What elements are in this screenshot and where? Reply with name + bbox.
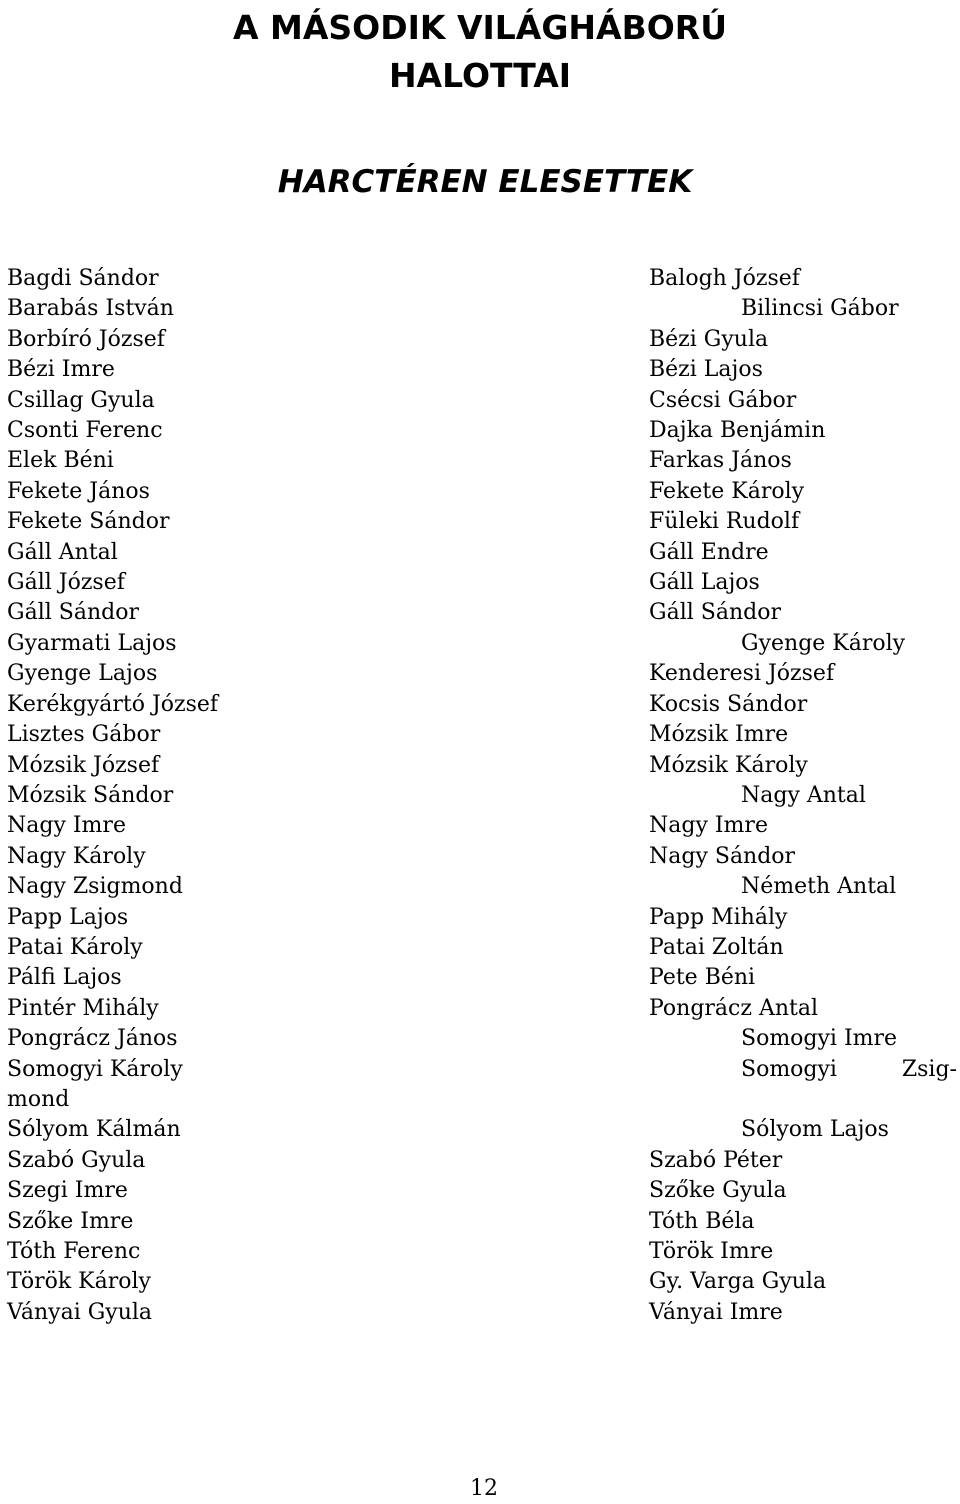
list-item: Fekete Sándor bbox=[7, 509, 170, 535]
page-number: 12 bbox=[470, 1476, 498, 1501]
list-item: Mózsik Sándor bbox=[7, 782, 174, 808]
list-item: Sólyom Lajos bbox=[741, 1117, 889, 1143]
list-item: Pongrácz Antal bbox=[649, 995, 818, 1021]
list-item: Kenderesi József bbox=[649, 661, 835, 687]
list-item: Szabó Gyula bbox=[7, 1147, 146, 1173]
list-item: Bagdi Sándor bbox=[7, 266, 159, 291]
list-item: Szőke Gyula bbox=[649, 1178, 787, 1204]
list-item: Patai Károly bbox=[7, 934, 143, 960]
list-item: Tóth Béla bbox=[649, 1208, 755, 1234]
list-item: Nagy Antal bbox=[741, 782, 866, 808]
list-item: Gyenge Lajos bbox=[7, 661, 158, 687]
list-item: Csonti Ferenc bbox=[7, 418, 163, 444]
section-subtitle: HARCTÉREN ELESETTEK bbox=[277, 164, 693, 200]
list-item: Bézi Imre bbox=[7, 357, 115, 383]
list-item: Papp Lajos bbox=[7, 904, 129, 930]
list-item: Bézi Lajos bbox=[649, 357, 763, 383]
list-item: Németh Antal bbox=[741, 874, 897, 900]
list-item: Bilincsi Gábor bbox=[741, 296, 899, 322]
list-item: Mózsik József bbox=[7, 752, 160, 778]
list-item: Csillag Gyula bbox=[7, 387, 155, 413]
list-item: Kocsis Sándor bbox=[649, 691, 808, 717]
list-item: Somogyi Imre bbox=[741, 1026, 898, 1052]
list-item: Gáll Sándor bbox=[7, 600, 139, 626]
list-item: Pete Béni bbox=[649, 965, 756, 991]
left-name-list bbox=[7, 264, 337, 1328]
list-item: Gáll Endre bbox=[649, 539, 769, 565]
list-item: Sólyom Kálmán bbox=[7, 1117, 181, 1143]
list-item: mond bbox=[7, 1086, 70, 1112]
list-item: Bézi Gyula bbox=[649, 326, 769, 352]
page-title-line-1: A MÁSODIK VILÁGHÁBORÚ bbox=[232, 8, 727, 47]
list-item: Török Károly bbox=[7, 1269, 151, 1295]
list-item: Papp Mihály bbox=[649, 904, 788, 930]
list-item: Borbíró József bbox=[7, 326, 165, 352]
list-item: Gáll Sándor bbox=[649, 600, 781, 626]
list-item: Nagy Zsigmond bbox=[7, 874, 183, 900]
list-item: Ványai Imre bbox=[649, 1299, 783, 1325]
list-item: Török Imre bbox=[649, 1239, 774, 1264]
right-name-list bbox=[649, 264, 959, 1328]
list-item: Fekete Károly bbox=[649, 478, 805, 504]
list-item: Pintér Mihály bbox=[7, 995, 159, 1021]
list-item: Szabó Péter bbox=[649, 1147, 783, 1173]
list-item: Dajka Benjámin bbox=[649, 418, 826, 444]
list-item: Balogh József bbox=[649, 266, 800, 291]
list-item: Gyenge Károly bbox=[741, 630, 906, 656]
list-item: Nagy Károly bbox=[7, 843, 146, 869]
list-item: Gáll Lajos bbox=[649, 570, 760, 596]
list-item: Patai Zoltán bbox=[649, 934, 784, 960]
list-item: Szőke Imre bbox=[7, 1208, 134, 1234]
list-item: Mózsik Károly bbox=[649, 752, 808, 778]
list-item: Tóth Ferenc bbox=[7, 1239, 141, 1264]
list-item: Szegi Imre bbox=[7, 1178, 128, 1204]
list-item: Füleki Rudolf bbox=[649, 509, 800, 535]
list-item: Elek Béni bbox=[7, 448, 114, 474]
list-item: Farkas János bbox=[649, 448, 792, 474]
list-item: Gáll József bbox=[7, 570, 125, 596]
list-item: Pongrácz János bbox=[7, 1026, 178, 1052]
list-item: Pálfi Lajos bbox=[7, 965, 122, 991]
list-item: Nagy Imre bbox=[649, 813, 768, 839]
list-item: Lisztes Gábor bbox=[7, 722, 161, 748]
page-title-line-2: HALOTTAI bbox=[388, 56, 572, 95]
list-item: Kerékgyártó József bbox=[7, 691, 219, 717]
list-item-part: Zsig- bbox=[901, 1056, 957, 1082]
list-item: Ványai Gyula bbox=[7, 1299, 153, 1325]
list-spacer bbox=[649, 1085, 959, 1115]
list-item: Mózsik Imre bbox=[649, 722, 789, 748]
list-item: Somogyi Károly bbox=[7, 1056, 183, 1082]
list-item: Nagy Imre bbox=[7, 813, 126, 839]
list-item bbox=[649, 1055, 959, 1085]
list-item: Gyarmati Lajos bbox=[7, 630, 177, 656]
list-item: Fekete János bbox=[7, 478, 150, 504]
list-item: Barabás István bbox=[7, 296, 174, 322]
list-item: Csécsi Gábor bbox=[649, 387, 797, 413]
list-item: Gáll Antal bbox=[7, 539, 118, 565]
list-item-part: Somogyi bbox=[741, 1056, 837, 1082]
list-item: Gy. Varga Gyula bbox=[649, 1269, 827, 1295]
list-item: Nagy Sándor bbox=[649, 843, 796, 869]
